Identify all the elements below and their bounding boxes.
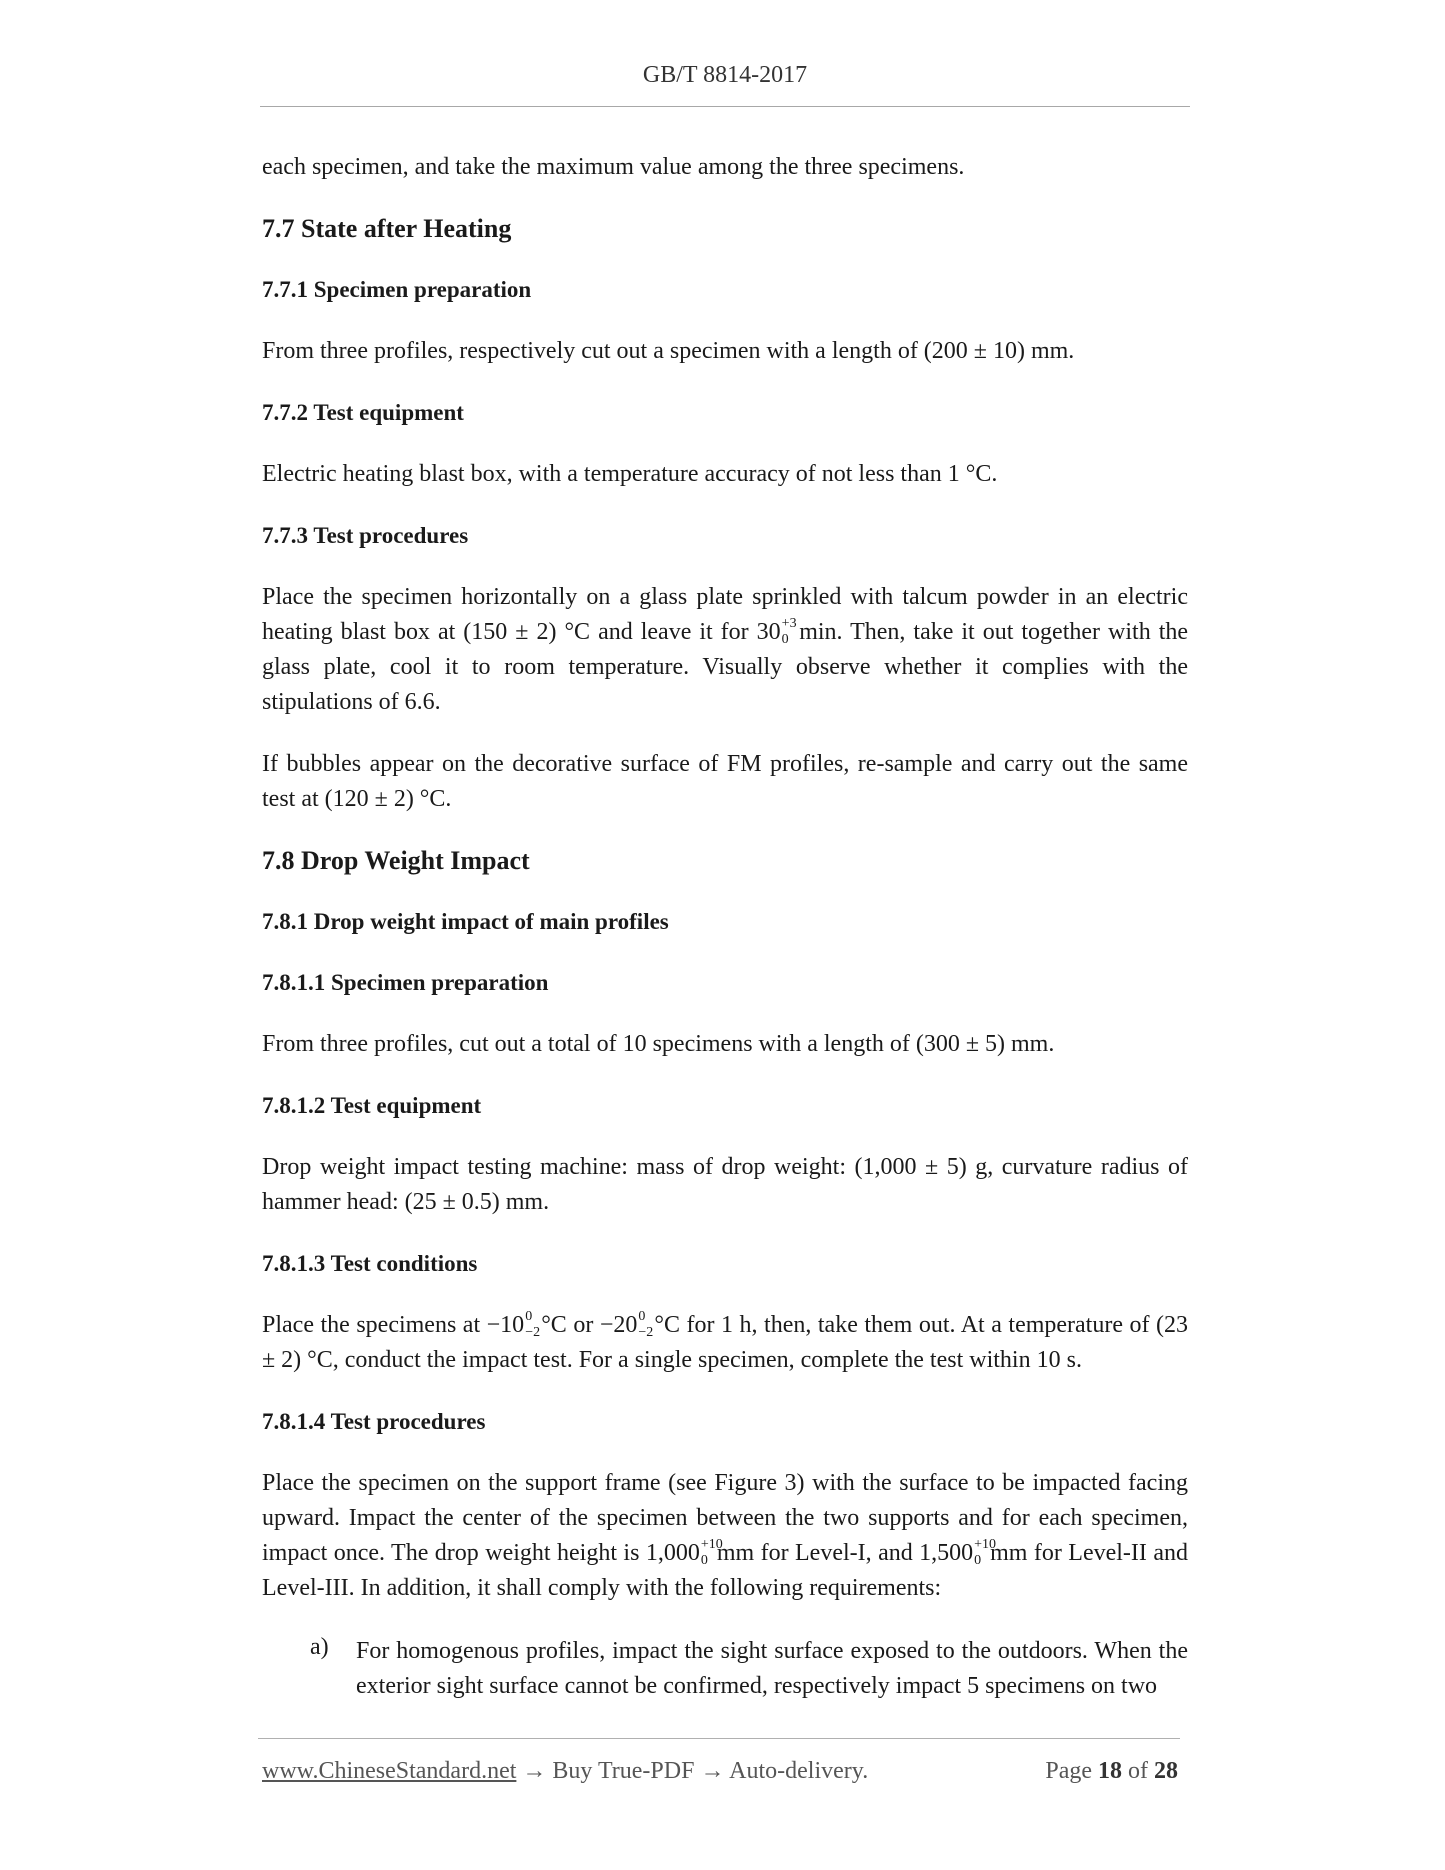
- tolerance-upper: +10: [700, 1537, 723, 1552]
- arrow-right-icon: →: [700, 1758, 725, 1784]
- heading-7-8: 7.8 Drop Weight Impact: [262, 846, 530, 875]
- page-footer: [262, 1758, 1182, 1785]
- document-body: [262, 150, 1188, 1704]
- tolerance-lower: −2: [525, 1325, 541, 1340]
- list-item-text: For homogenous profiles, impact the sight surface exposed to the outdoors. When the exterior sight surface cannot be confirmed, respectively impact 5 specimens on two: [356, 1638, 1188, 1699]
- tolerance-lower: 0: [781, 632, 789, 647]
- heading-7-7: 7.7 State after Heating: [262, 214, 512, 243]
- paragraph-7-7-1: From three profiles, respectively cut out a specimen with a length of (200 ± 10) mm.: [262, 338, 1075, 364]
- footer-divider: [258, 1738, 1180, 1739]
- tolerance-lower: −2: [638, 1325, 654, 1340]
- text-segment: °C or −20: [541, 1312, 638, 1338]
- tolerance-lower: 0: [974, 1553, 982, 1568]
- tolerance-minus20: [637, 1309, 654, 1340]
- of-word: of: [1128, 1758, 1148, 1784]
- heading-7-8-1-2: 7.8.1.2 Test equipment: [262, 1093, 482, 1118]
- heading-7-8-1: 7.8.1 Drop weight impact of main profiles: [262, 909, 669, 934]
- tolerance-30min: [781, 616, 797, 647]
- text-segment: Place the specimens at −10: [262, 1312, 525, 1338]
- text-segment: mm for Level-II and Level-III. In addition, it shall comply with the following requirements:: [262, 1540, 1188, 1601]
- tolerance-upper: +3: [781, 616, 797, 631]
- tolerance-minus10: [524, 1309, 541, 1340]
- heading-7-8-1-4: 7.8.1.4 Test procedures: [262, 1409, 486, 1434]
- page-header-title: GB/T 8814-2017: [642, 62, 808, 88]
- paragraph-7-7-2: Electric heating blast box, with a temperature accuracy of not less than 1 °C.: [262, 461, 998, 487]
- tolerance-height-level2: [973, 1537, 997, 1568]
- text-segment: Place the specimen horizontally on a glass plate sprinkled with talcum powder in an electric heating blast box at (150 ± 2) °C and leave it for 30: [262, 584, 1188, 645]
- paragraph-7-7-3-2: If bubbles appear on the decorative surface of FM profiles, re-sample and carry out the same test at (120 ± 2) °C.: [262, 751, 1188, 812]
- list-item-a: [262, 1634, 1188, 1704]
- paragraph-7-8-1-1: From three profiles, cut out a total of 10 specimens with a length of (300 ± 5) mm.: [262, 1031, 1055, 1057]
- heading-7-8-1-1: 7.8.1.1 Specimen preparation: [262, 970, 549, 995]
- arrow-right-icon: →: [522, 1758, 547, 1784]
- paragraph-7-8-1-3: [262, 1308, 1188, 1378]
- paragraph-7-7-3-1: [262, 580, 1188, 720]
- text-segment: min. Then, take it out together with the glass plate, cool it to room temperature. Visually observe whether it complies with the stipulations of 6.6.: [262, 619, 1189, 715]
- page-total: 28: [1154, 1758, 1178, 1784]
- page-counter: [1045, 1758, 1178, 1785]
- header-divider: [260, 106, 1190, 107]
- text-segment: mm for Level-I, and 1,500: [716, 1540, 974, 1566]
- intro-paragraph: each specimen, and take the maximum value among the three specimens.: [262, 154, 965, 180]
- text-segment: °C for 1 h, then, take them out. At a temperature of (23 ± 2) °C, conduct the impact test. For a single specimen, complete the test within 10 s.: [262, 1312, 1189, 1373]
- heading-7-7-1: 7.7.1 Specimen preparation: [262, 277, 532, 302]
- delivery-text: Auto-delivery.: [729, 1758, 869, 1784]
- tolerance-upper: 0: [638, 1309, 646, 1324]
- tolerance-lower: 0: [700, 1553, 708, 1568]
- page-word: Page: [1045, 1758, 1092, 1784]
- paragraph-7-8-1-4: [262, 1466, 1188, 1606]
- paragraph-7-8-1-2: Drop weight impact testing machine: mass of drop weight: (1,000 ± 5) g, curvature radius of hammer head: (25 ± 0.5) mm.: [262, 1154, 1188, 1215]
- tolerance-upper: 0: [525, 1309, 533, 1324]
- buy-pdf-text: Buy True-PDF: [552, 1758, 695, 1784]
- heading-7-7-2: 7.7.2 Test equipment: [262, 400, 464, 425]
- site-link[interactable]: www.ChineseStandard.net: [262, 1758, 517, 1784]
- heading-7-7-3: 7.7.3 Test procedures: [262, 523, 469, 548]
- tolerance-height-level1: [700, 1537, 723, 1568]
- text-segment: Place the specimen on the support frame (see Figure 3) with the surface to be impacted facing upward. Impact the center of the specimen between the two supports and for each specimen, impact once. The drop weight height is 1,000: [262, 1470, 1188, 1566]
- heading-7-8-1-3: 7.8.1.3 Test conditions: [262, 1251, 478, 1276]
- page-number: 18: [1098, 1758, 1122, 1784]
- list-item-label: a): [310, 1634, 329, 1660]
- tolerance-upper: +10: [974, 1537, 997, 1552]
